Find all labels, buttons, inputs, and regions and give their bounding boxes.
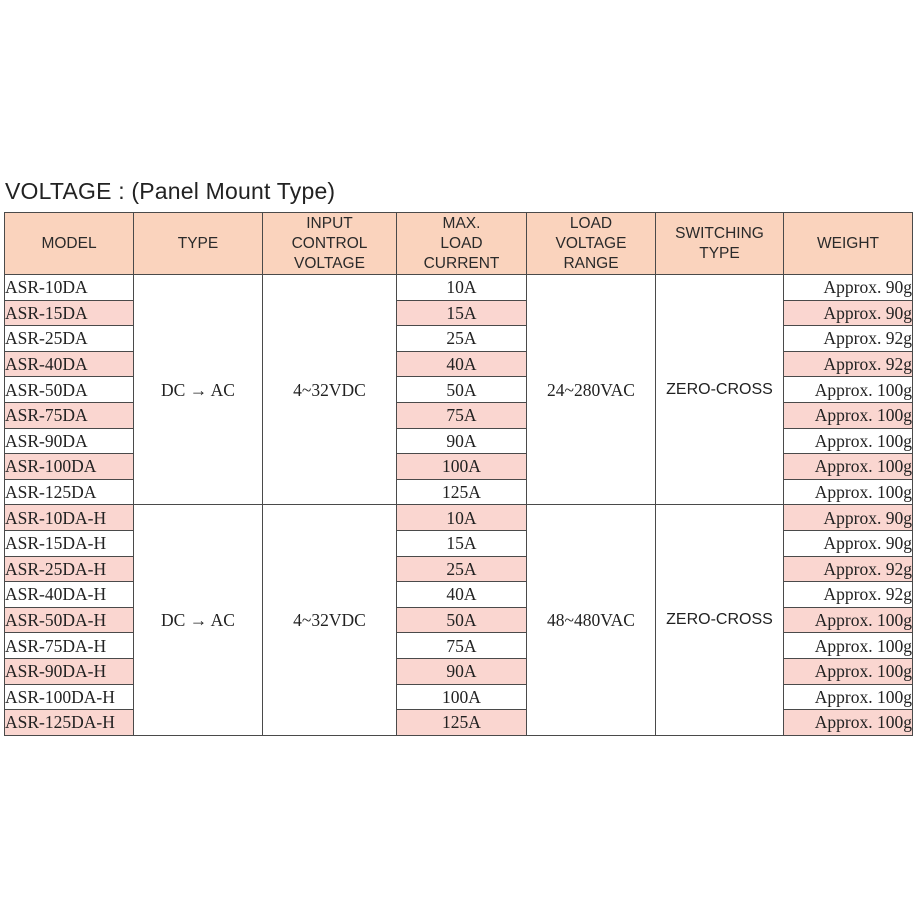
weight-cell: Approx. 92g — [784, 351, 913, 377]
model-cell: ASR-50DA — [5, 377, 134, 403]
header-load-voltage-range: LOAD VOLTAGE RANGE — [527, 213, 656, 275]
model-cell: ASR-10DA-H — [5, 505, 134, 531]
input-voltage-cell: 4~32VDC — [263, 505, 397, 735]
weight-cell: Approx. 90g — [784, 300, 913, 326]
model-cell: ASR-100DA-H — [5, 684, 134, 710]
table-row — [5, 505, 913, 531]
weight-cell: Approx. 100g — [784, 454, 913, 480]
model-cell: ASR-125DA — [5, 479, 134, 505]
header-input-control-voltage: INPUT CONTROL VOLTAGE — [263, 213, 397, 275]
current-cell: 50A — [397, 377, 527, 403]
model-cell: ASR-15DA — [5, 300, 134, 326]
current-cell: 125A — [397, 479, 527, 505]
weight-cell: Approx. 100g — [784, 710, 913, 736]
model-cell: ASR-75DA — [5, 402, 134, 428]
current-cell: 40A — [397, 582, 527, 608]
current-cell: 40A — [397, 351, 527, 377]
model-cell: ASR-25DA-H — [5, 556, 134, 582]
weight-cell: Approx. 92g — [784, 556, 913, 582]
weight-cell: Approx. 92g — [784, 582, 913, 608]
current-cell: 25A — [397, 556, 527, 582]
weight-cell: Approx. 100g — [784, 479, 913, 505]
current-cell: 90A — [397, 428, 527, 454]
model-cell: ASR-40DA — [5, 351, 134, 377]
switching-type-cell: ZERO-CROSS — [656, 505, 784, 735]
header-type: TYPE — [134, 213, 263, 275]
model-cell: ASR-90DA-H — [5, 658, 134, 684]
weight-cell: Approx. 90g — [784, 275, 913, 301]
switching-type-cell: ZERO-CROSS — [656, 275, 784, 505]
model-cell: ASR-50DA-H — [5, 607, 134, 633]
spec-table — [4, 212, 913, 736]
weight-cell: Approx. 92g — [784, 326, 913, 352]
model-cell: ASR-100DA — [5, 454, 134, 480]
weight-cell: Approx. 90g — [784, 505, 913, 531]
current-cell: 15A — [397, 300, 527, 326]
model-cell: ASR-75DA-H — [5, 633, 134, 659]
table-row — [5, 275, 913, 301]
current-cell: 10A — [397, 505, 527, 531]
current-cell: 125A — [397, 710, 527, 736]
model-cell: ASR-125DA-H — [5, 710, 134, 736]
model-cell: ASR-90DA — [5, 428, 134, 454]
load-voltage-cell: 48~480VAC — [527, 505, 656, 735]
weight-cell: Approx. 100g — [784, 402, 913, 428]
header-row — [5, 213, 913, 275]
model-cell: ASR-15DA-H — [5, 530, 134, 556]
weight-cell: Approx. 100g — [784, 684, 913, 710]
current-cell: 90A — [397, 658, 527, 684]
model-cell: ASR-25DA — [5, 326, 134, 352]
weight-cell: Approx. 100g — [784, 633, 913, 659]
input-voltage-cell: 4~32VDC — [263, 275, 397, 505]
type-cell: DC → AC — [134, 505, 263, 735]
current-cell: 75A — [397, 633, 527, 659]
weight-cell: Approx. 100g — [784, 658, 913, 684]
header-max-load-current: MAX. LOAD CURRENT — [397, 213, 527, 275]
header-model: MODEL — [5, 213, 134, 275]
load-voltage-cell: 24~280VAC — [527, 275, 656, 505]
current-cell: 25A — [397, 326, 527, 352]
current-cell: 100A — [397, 684, 527, 710]
model-cell: ASR-10DA — [5, 275, 134, 301]
table-title: VOLTAGE : (Panel Mount Type) — [5, 178, 336, 204]
current-cell: 75A — [397, 402, 527, 428]
weight-cell: Approx. 90g — [784, 530, 913, 556]
header-switching-type: SWITCHING TYPE — [656, 213, 784, 275]
current-cell: 100A — [397, 454, 527, 480]
header-weight: WEIGHT — [784, 213, 913, 275]
current-cell: 10A — [397, 275, 527, 301]
weight-cell: Approx. 100g — [784, 607, 913, 633]
current-cell: 50A — [397, 607, 527, 633]
type-cell: DC → AC — [134, 275, 263, 505]
model-cell: ASR-40DA-H — [5, 582, 134, 608]
weight-cell: Approx. 100g — [784, 377, 913, 403]
weight-cell: Approx. 100g — [784, 428, 913, 454]
current-cell: 15A — [397, 530, 527, 556]
